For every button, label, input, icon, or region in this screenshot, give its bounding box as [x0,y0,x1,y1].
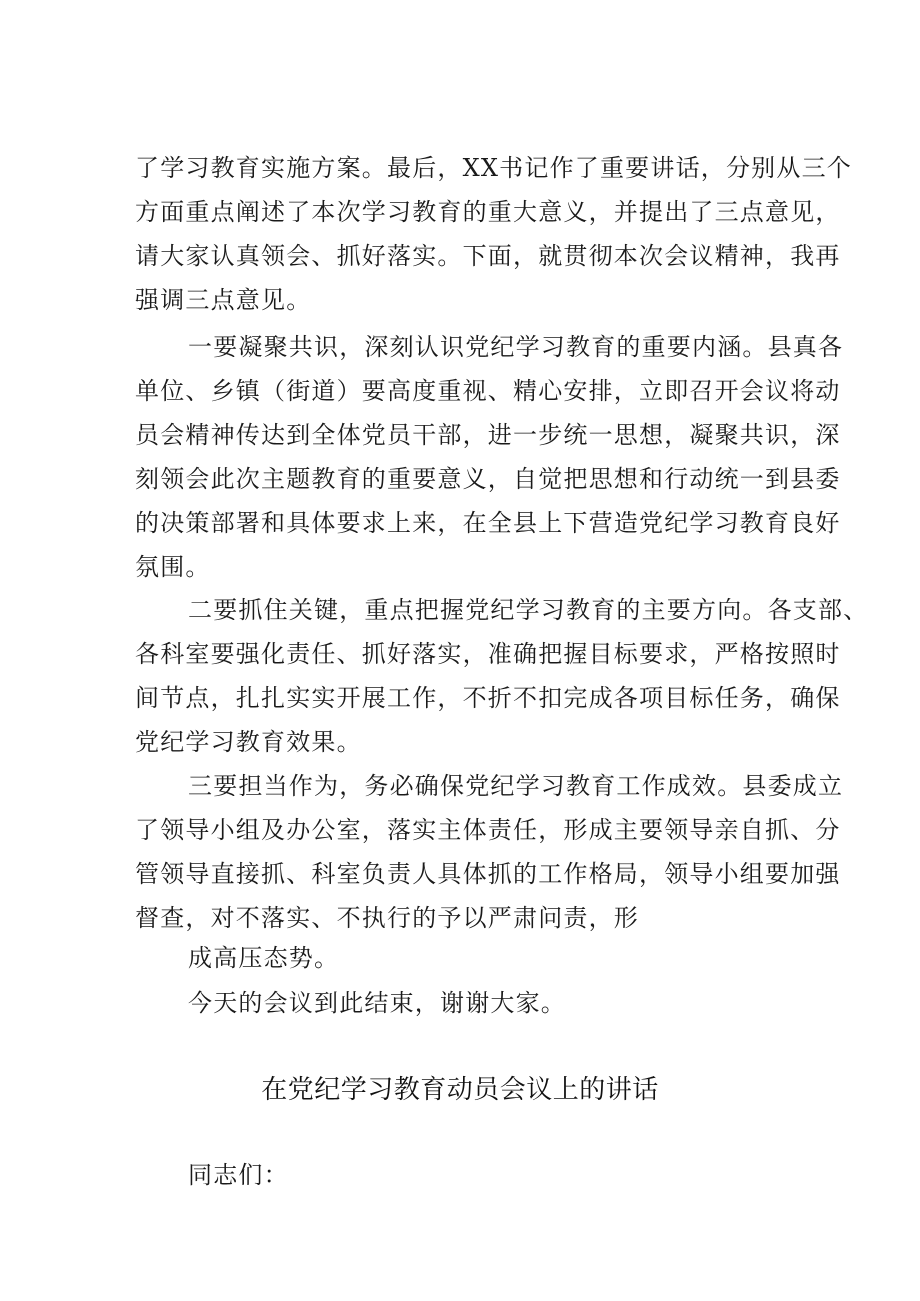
point-two-line: 党纪学习教育效果。 [135,728,362,756]
paragraph-line: 强调三点意见。 [135,286,312,314]
paragraph-line: 了学习教育实施方案。最后，XX书记作了重要讲话，分别从三个 [135,154,852,182]
point-one-line: 一要凝聚共识，深刻认识党纪学习教育的重要内涵。县真各 [188,333,844,361]
point-one-line: 员会精神传达到全体党员干部，进一步统一思想，凝聚共识，深 [135,421,841,449]
point-one-line: 单位、乡镇（街道）要高度重视、精心安排，立即召开会议将动 [135,377,841,405]
point-three-line: 成高压态势。 [188,944,340,972]
point-two-line: 二要抓住关键，重点把握党纪学习教育的主要方向。各支部、 [188,596,869,624]
paragraph-line: 请大家认真领会、抓好落实。下面，就贯彻本次会议精神，我再 [135,242,841,270]
point-one-line: 氛围。 [135,553,211,581]
point-three-line: 了领导小组及办公室，落实主体责任，形成主要领导亲自抓、分 [135,816,841,844]
point-three-line: 管领导直接抓、科室负责人具体抓的工作格局，领导小组要加强 [135,860,841,888]
point-three-line: 督查，对不落实、不执行的予以严肃问责，形 [135,904,639,932]
speech-title: 在党纪学习教育动员会议上的讲话 [261,1075,659,1105]
point-two-line: 间节点，扎扎实实开展工作，不折不扣完成各项目标任务，确保 [135,684,841,712]
salutation: 同志们： [188,1161,289,1189]
paragraph-line: 方面重点阐述了本次学习教育的重大意义，并提出了三点意见， [135,198,841,226]
closing-line: 今天的会议到此结束，谢谢大家。 [188,989,566,1017]
point-one-line: 的决策部署和具体要求上来，在全县上下营造党纪学习教育良好 [135,509,841,537]
point-two-line: 各科室要强化责任、抓好落实，准确把握目标要求，严格按照时 [135,640,841,668]
point-one-line: 刻领会此次主题教育的重要意义，自觉把思想和行动统一到县委 [135,465,841,493]
point-three-line: 三要担当作为，务必确保党纪学习教育工作成效。县委成立 [188,772,844,800]
